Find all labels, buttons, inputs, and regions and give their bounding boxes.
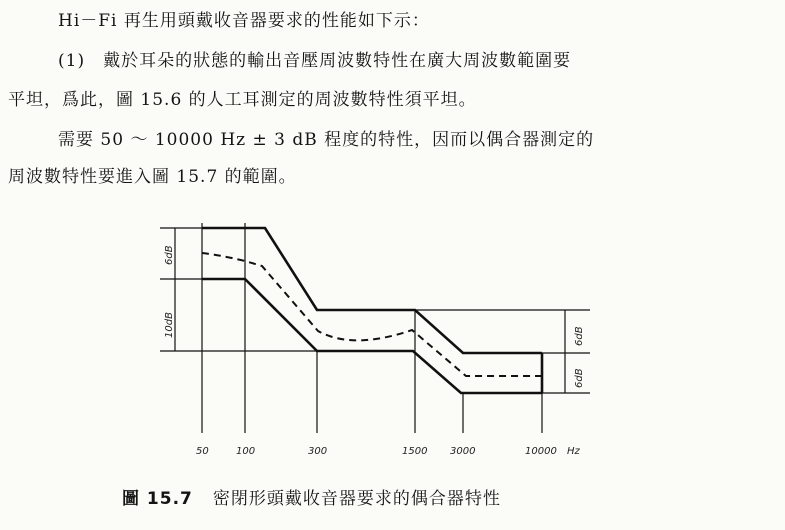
x-unit-hz: Hz: [567, 446, 580, 457]
right-label-6db-upper: 6dB: [574, 326, 585, 346]
left-label-10db: 10dB: [164, 312, 175, 338]
x-tick-10000: 10000: [525, 446, 557, 457]
paragraph-line-2: (1) 戴於耳朵的狀態的輸出音壓周波數特性在廣大周波數範圍要: [58, 51, 572, 71]
caption-text: 密閉形頭戴收音器要求的偶合器特性: [212, 489, 501, 509]
x-tick-300: 300: [308, 446, 328, 457]
figure-15-7: [150, 213, 600, 463]
paragraph-line-5: 周波數特性要進入圖 15.7 的範圍。: [8, 167, 297, 187]
x-tick-3000: 3000: [450, 446, 476, 457]
left-label-6db: 6dB: [164, 245, 175, 265]
nominal-dashed-curve: [202, 253, 542, 376]
x-tick-50: 50: [196, 446, 209, 457]
x-tick-1500: 1500: [402, 446, 428, 457]
frequency-guides: [202, 223, 542, 433]
caption-number: 圖 15.7: [122, 489, 193, 509]
right-label-6db-lower: 6dB: [574, 368, 585, 388]
paragraph-line-1: Hi－Fi 再生用頭戴收音器要求的性能如下示：: [58, 11, 430, 31]
figure-caption: [122, 484, 501, 509]
paragraph-line-4: 需要 50 ～ 10000 Hz ± 3 dB 程度的特性，因而以偶合器測定的: [58, 130, 595, 150]
x-tick-100: 100: [236, 446, 256, 457]
upper-limit-line: [202, 228, 542, 353]
paragraph-line-3: 平坦，爲此，圖 15.6 的人工耳測定的周波數特性須平坦。: [8, 90, 477, 110]
